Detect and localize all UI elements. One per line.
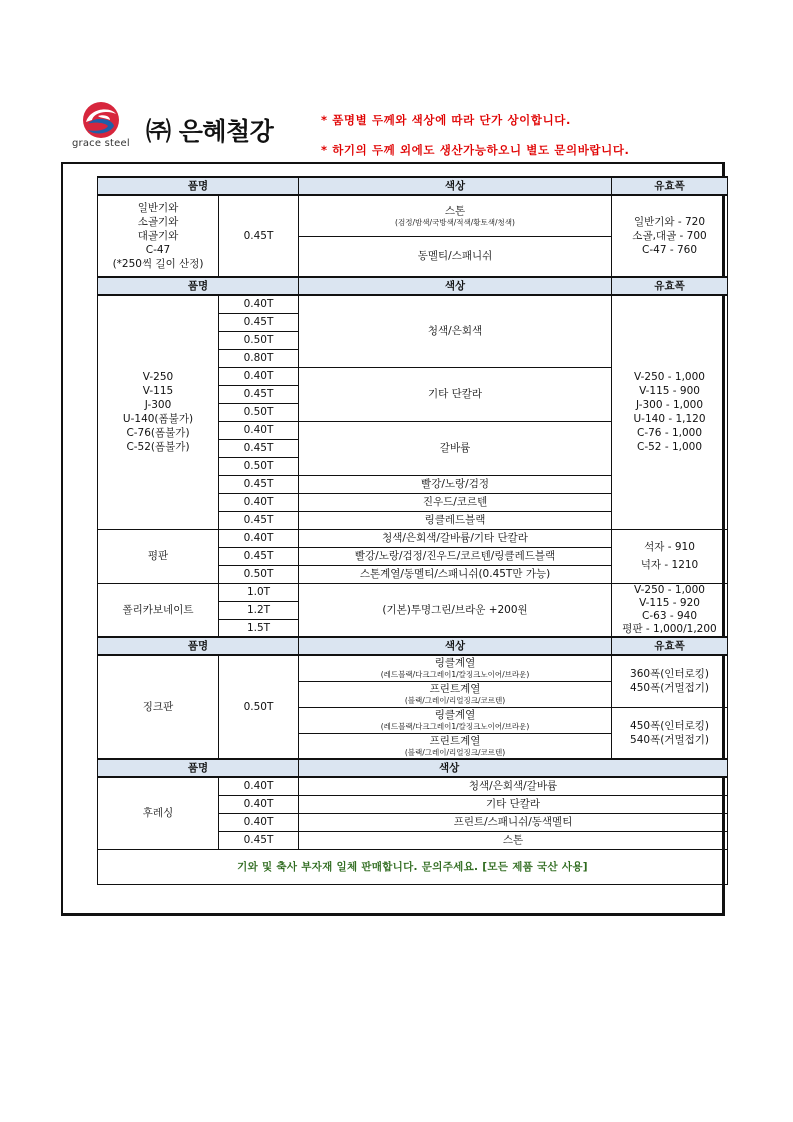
product-name-flashing: 후레싱 (98, 777, 219, 849)
product-name-polycarbonate: 폴리카보네이트 (98, 583, 219, 637)
table-row (98, 655, 728, 681)
color-cell: 스톤계열/동멜티/스패니쉬(0.45T만 가능) (299, 565, 612, 583)
thickness-cell: 0.50T (219, 331, 299, 349)
header-width: 유효폭 (612, 177, 728, 195)
thickness-cell: 0.45T (219, 475, 299, 493)
color-cell: 청색/은회색/갈바륨/기타 단칼라 (299, 529, 612, 547)
product-name-panel: V-250 V-115 J-300 U-140(폼불가) C-76(폼불가) C-52(폼불가) (98, 295, 219, 529)
thickness-cell: 0.45T (219, 385, 299, 403)
header-color: 색상 (299, 637, 612, 655)
thickness-cell: 0.50T (219, 403, 299, 421)
width-cell: V-250 - 1,000 V-115 - 900 J-300 - 1,000 U-140 - 1,120 C-76 - 1,000 C-52 - 1,000 (612, 295, 728, 529)
color-cell: 진우드/코르텐 (299, 493, 612, 511)
color-cell: 빨강/노랑/검정/진우드/코르텐/링클레드블랙 (299, 547, 612, 565)
width-cell: V-250 - 1,000 V-115 - 920 C-63 - 940 평판 - 1,000/1,200 (612, 583, 728, 637)
thickness-cell: 0.45T (219, 547, 299, 565)
thickness-cell: 0.45T (219, 831, 299, 849)
color-cell: 기타 단칼라 (299, 367, 612, 421)
color-cell: 프린트/스패니쉬/동색멜티 (299, 813, 728, 831)
thickness-cell: 0.40T (219, 367, 299, 385)
width-cell: 석자 - 910 넉자 - 1210 (612, 529, 728, 583)
thickness-cell: 0.40T (219, 795, 299, 813)
thickness-cell: 0.40T (219, 493, 299, 511)
color-cell: 프린트계열 (블랙/그레이/리얼징크/코르텐) (299, 733, 612, 759)
color-cell: 스톤 (299, 831, 728, 849)
thickness-cell: 0.50T (219, 565, 299, 583)
thickness-cell: 1.5T (219, 619, 299, 637)
header-product: 품명 (98, 177, 299, 195)
header-product: 품명 (98, 759, 299, 777)
color-cell: 링클계열 (레드블랙/다크그레이1/칼징크노이어/브라운) (299, 707, 612, 733)
color-cell: 청색/은회색 (299, 295, 612, 367)
product-name-roof-tile: 일반기와 소골기와 대골기와 C-47 (*250씩 길이 산정) (98, 195, 219, 277)
thickness-cell: 0.45T (219, 313, 299, 331)
company-name: ㈜ 은혜철강 (146, 117, 274, 146)
header-width: 유효폭 (612, 637, 728, 655)
thickness-cell: 0.40T (219, 421, 299, 439)
color-cell: 링클계열 (레드블랙/다크그레이1/칼징크노이어/브라운) (299, 655, 612, 681)
table-row (98, 529, 728, 547)
footer-row (98, 849, 728, 884)
thickness-cell: 0.40T (219, 777, 299, 795)
table-row (98, 777, 728, 795)
logo-caption: grace steel (72, 138, 130, 149)
thickness-cell: 0.45T (219, 195, 299, 277)
thickness-cell: 0.40T (219, 813, 299, 831)
footer-note: 기와 및 축사 부자재 일체 판매합니다. 문의주세요. [모든 제품 국산 사용] (98, 849, 728, 884)
table-row (98, 195, 728, 236)
width-cell: 360폭(인터로킹) 450폭(거멀접기) (612, 655, 728, 707)
width-cell: 450폭(인터로킹) 540폭(거멀접기) (612, 707, 728, 759)
color-cell: 스톤 (검정/밤색/국방색/적색/황토색/청색) (299, 195, 612, 236)
thickness-cell: 0.50T (219, 457, 299, 475)
thickness-cell: 0.45T (219, 439, 299, 457)
product-name-flat: 평판 (98, 529, 219, 583)
header-product: 품명 (98, 637, 299, 655)
color-cell: 프린트계열 (블랙/그레이/리얼징크/코르텐) (299, 681, 612, 707)
header-color: 색상 (299, 177, 612, 195)
thickness-cell: 0.50T (219, 655, 299, 759)
thickness-cell: 1.0T (219, 583, 299, 601)
header-row (98, 759, 728, 777)
color-cell: 갈바륨 (299, 421, 612, 475)
header-color: 색상 (299, 759, 728, 777)
thickness-cell: 1.2T (219, 601, 299, 619)
thickness-cell: 0.40T (219, 529, 299, 547)
color-cell: (기본)투명그린/브라운 +200원 (299, 583, 612, 637)
header-row (98, 177, 728, 195)
product-name-zinc: 징크판 (98, 655, 219, 759)
header-row (98, 637, 728, 655)
thickness-cell: 0.80T (219, 349, 299, 367)
table-row (98, 583, 728, 601)
notice-price: * 품명별 두께와 색상에 따라 단가 상이합니다. (321, 113, 571, 127)
table-row (98, 295, 728, 313)
header-width: 유효폭 (612, 277, 728, 295)
thickness-cell: 0.40T (219, 295, 299, 313)
color-cell: 링클레드블랙 (299, 511, 612, 529)
notice-production: * 하기의 두께 외에도 생산가능하오니 별도 문의바랍니다. (321, 143, 630, 157)
header-row (98, 277, 728, 295)
color-cell: 동멜티/스패니쉬 (299, 236, 612, 277)
header-product: 품명 (98, 277, 299, 295)
thickness-cell: 0.45T (219, 511, 299, 529)
color-cell: 청색/은회색/갈바륨 (299, 777, 728, 795)
color-cell: 빨강/노랑/검정 (299, 475, 612, 493)
price-table (97, 176, 728, 885)
header-color: 색상 (299, 277, 612, 295)
color-cell: 기타 단칼라 (299, 795, 728, 813)
width-cell: 일반기와 - 720 소골,대골 - 700 C-47 - 760 (612, 195, 728, 277)
